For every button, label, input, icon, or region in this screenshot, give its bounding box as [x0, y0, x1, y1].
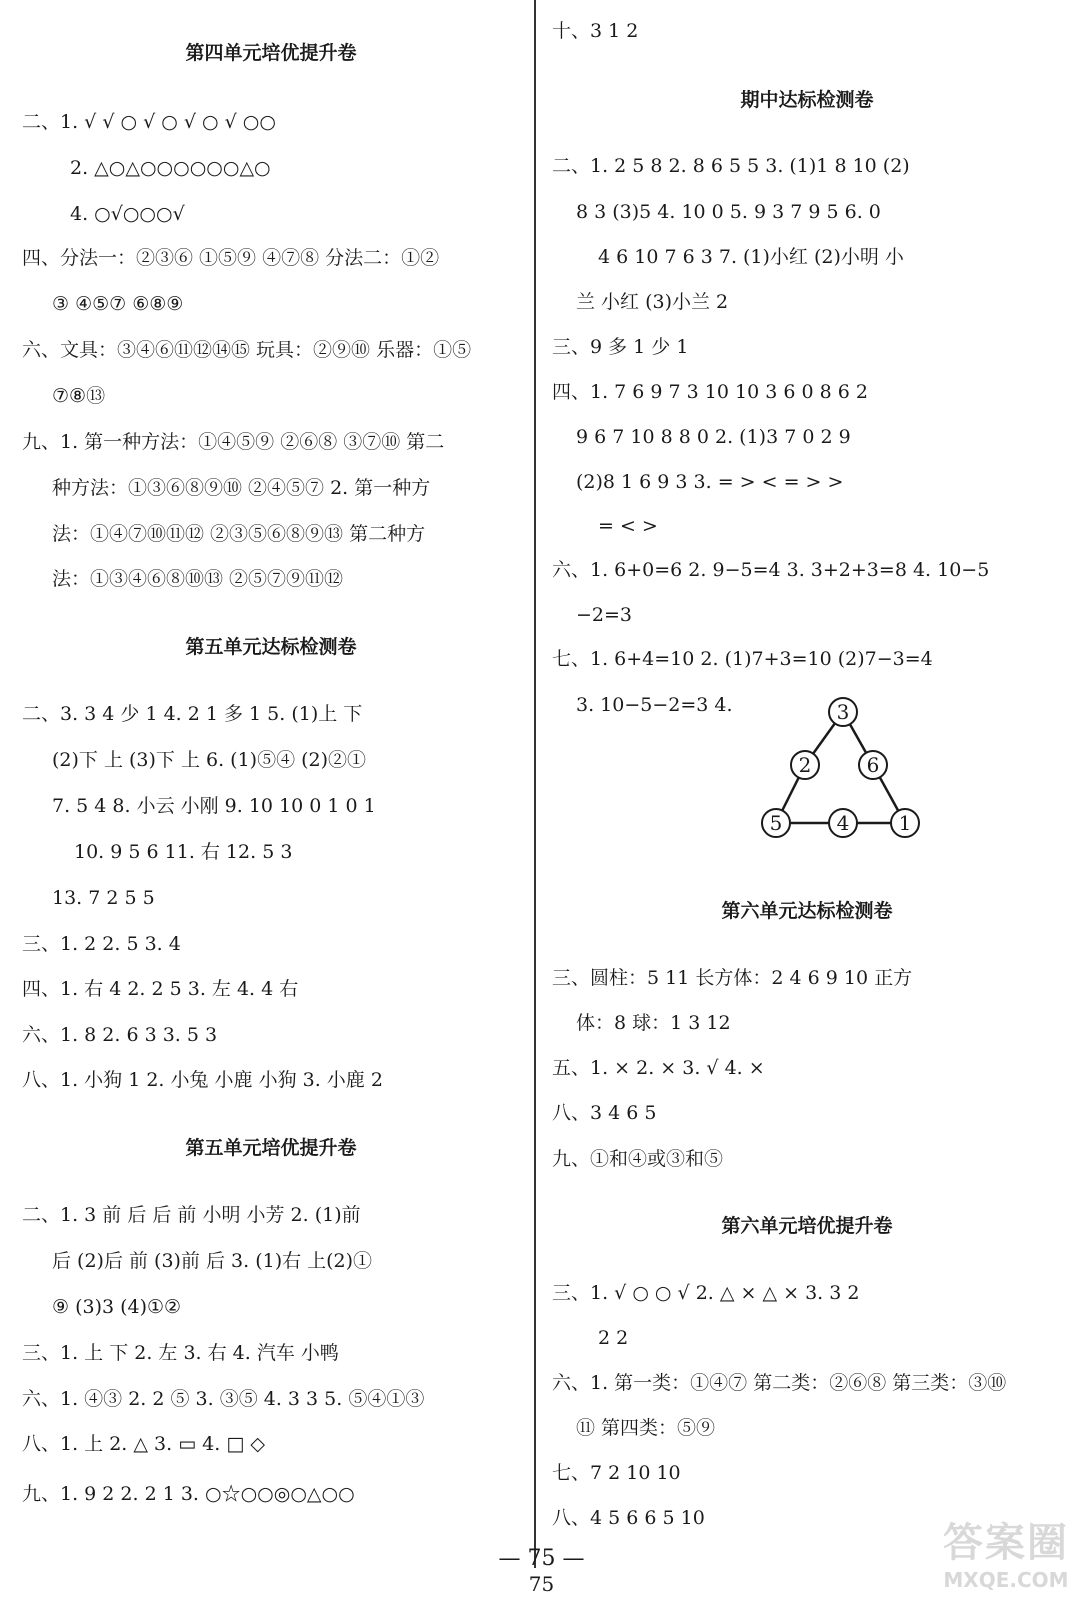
left-answer-line: 二、3. 3 4 少 1 4. 2 1 多 1 5. (1)上 下: [22, 703, 363, 725]
right-answer-line: −2=3: [576, 604, 633, 626]
right-answer-line: 七、7 2 10 10: [552, 1462, 681, 1484]
right-answer-line: 五、1. × 2. × 3. √ 4. ×: [552, 1057, 765, 1079]
right-answer-line: 六、1. 第一类：①④⑦ 第二类：②⑥⑧ 第三类：③⑩: [552, 1372, 1007, 1394]
right-answer-line: 三、1. √ ○ ○ √ 2. △ × △ × 3. 3 2: [552, 1282, 860, 1304]
left-answer-line: 八、1. 上 2. △ 3. ▭ 4. □ ◇: [22, 1433, 265, 1455]
left-answer-line: 四、分法一：②③⑥ ①⑤⑨ ④⑦⑧ 分法二：①②: [22, 247, 440, 269]
left-answer-line: ⑨ (3)3 (4)①②: [52, 1296, 182, 1318]
left-answer-line: 八、1. 小狗 1 2. 小兔 小鹿 小狗 3. 小鹿 2: [22, 1069, 383, 1091]
right-answer-line: 8 3 (3)5 4. 10 0 5. 9 3 7 9 5 6. 0: [576, 201, 881, 223]
watermark: [943, 1511, 1069, 1592]
left-answer-line: 种方法：①③⑥⑧⑨⑩ ②④⑤⑦ 2. 第一种方: [52, 477, 431, 499]
right-answer-line: 9 6 7 10 8 8 0 2. (1)3 7 0 2 9: [576, 426, 851, 448]
right-answer-line: 四、1. 7 6 9 7 3 10 10 3 6 0 8 6 2: [552, 381, 868, 403]
left-answer-line: 法：①④⑦⑩⑪⑫ ②③⑤⑥⑧⑨⑬ 第二种方: [52, 523, 426, 545]
page-number-bottom: 75: [528, 1572, 555, 1596]
right-answer-line: (2)8 1 6 9 3 3. = > < = > >: [576, 471, 844, 493]
left-answer-line: 10. 9 5 6 11. 右 12. 5 3: [74, 841, 293, 863]
left-answer-line: ③ ④⑤⑦ ⑥⑧⑨: [52, 293, 184, 315]
right-answer-line: 九、①和④或③和⑤: [552, 1148, 724, 1170]
right-answer-line: 3. 10−5−2=3 4.: [576, 694, 733, 716]
node-top-label: 3: [836, 700, 850, 724]
node-bottom-right-label: 1: [898, 811, 912, 835]
node-bottom-left-label: 5: [769, 811, 783, 835]
left-section-title: 第五单元达标检测卷: [185, 636, 357, 658]
left-answer-line: 4. ○√○○○√: [70, 203, 185, 225]
right-answer-line: 二、1. 2 5 8 2. 8 6 5 5 3. (1)1 8 10 (2): [552, 155, 910, 177]
watermark-logo-text: 答案圈: [943, 1520, 1069, 1566]
left-answer-line: ⑦⑧⑬: [52, 385, 106, 407]
right-answer-line: 十、3 1 2: [552, 20, 639, 42]
right-answer-line: 六、1. 6+0=6 2. 9−5=4 3. 3+2+3=8 4. 10−5: [552, 559, 990, 581]
left-answer-line: 7. 5 4 8. 小云 小刚 9. 10 10 0 1 0 1: [52, 795, 376, 817]
left-section-title: 第五单元培优提升卷: [185, 1137, 357, 1159]
right-section-title: 期中达标检测卷: [740, 89, 874, 111]
right-answer-line: 三、9 多 1 少 1: [552, 336, 689, 358]
right-answer-line: 八、3 4 6 5: [552, 1102, 657, 1124]
right-answer-line: ⑪ 第四类：⑤⑨: [576, 1417, 716, 1439]
right-section-title: 第六单元培优提升卷: [721, 1215, 893, 1237]
column-divider: [534, 0, 536, 1568]
left-answer-line: 后 (2)后 前 (3)前 后 3. (1)右 上(2)①: [52, 1250, 373, 1272]
left-answer-line: 九、1. 9 2 2. 2 1 3. ○☆○○◎○△○○: [22, 1483, 355, 1505]
left-answer-line: (2)下 上 (3)下 上 6. (1)⑤④ (2)②①: [52, 749, 367, 771]
left-answer-line: 2. △○△○○○○○○△○: [70, 157, 271, 179]
left-answer-line: 六、文具：③④⑥⑪⑫⑭⑮ 玩具：②⑨⑩ 乐器：①⑤: [22, 339, 472, 361]
right-section-title: 第六单元达标检测卷: [721, 900, 893, 922]
left-answer-line: 三、1. 上 下 2. 左 3. 右 4. 汽车 小鸭: [22, 1342, 339, 1364]
watermark-url: MXQE.COM: [943, 1568, 1069, 1592]
left-answer-line: 法：①③④⑥⑧⑩⑬ ②⑤⑦⑨⑪⑫: [52, 568, 344, 590]
right-answer-line: = < >: [598, 515, 658, 537]
right-answer-line: 2 2: [598, 1327, 629, 1349]
left-answer-line: 二、1. √ √ ○ √ ○ √ ○ √ ○○: [22, 111, 276, 133]
page-number-top: — 75 —: [498, 1546, 585, 1571]
right-answer-line: 4 6 10 7 6 3 7. (1)小红 (2)小明 小: [598, 246, 904, 268]
left-answer-line: 二、1. 3 前 后 后 前 小明 小芳 2. (1)前: [22, 1204, 361, 1226]
node-left-mid-label: 2: [798, 753, 812, 777]
left-section-title: 第四单元培优提升卷: [185, 42, 357, 64]
left-answer-line: 13. 7 2 5 5: [52, 887, 155, 909]
left-answer-line: 九、1. 第一种方法：①④⑤⑨ ②⑥⑧ ③⑦⑩ 第二: [22, 431, 445, 453]
right-answer-line: 八、4 5 6 6 5 10: [552, 1507, 705, 1529]
right-answer-line: 七、1. 6+4=10 2. (1)7+3=10 (2)7−3=4: [552, 648, 933, 670]
right-answer-line: 体：8 球：1 3 12: [576, 1012, 731, 1034]
number-triangle-diagram: [760, 690, 940, 860]
right-answer-line: 兰 小红 (3)小兰 2: [576, 291, 729, 313]
left-answer-line: 四、1. 右 4 2. 2 5 3. 左 4. 4 右: [22, 978, 299, 1000]
node-bottom-mid-label: 4: [836, 811, 850, 835]
left-answer-line: 六、1. ④③ 2. 2 ⑤ 3. ③⑤ 4. 3 3 5. ⑤④①③: [22, 1388, 425, 1410]
left-answer-line: 三、1. 2 2. 5 3. 4: [22, 933, 181, 955]
node-right-mid-label: 6: [866, 753, 880, 777]
left-answer-line: 六、1. 8 2. 6 3 3. 5 3: [22, 1024, 218, 1046]
right-answer-line: 三、圆柱：5 11 长方体：2 4 6 9 10 正方: [552, 967, 913, 989]
